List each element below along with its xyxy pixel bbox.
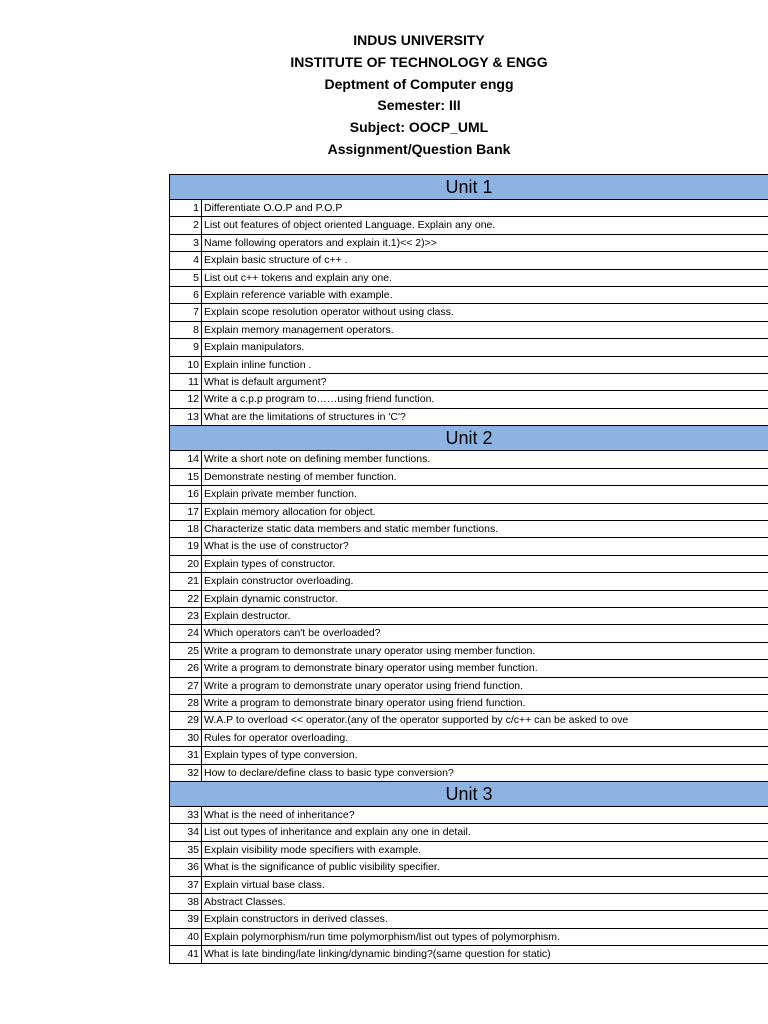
question-number: 25 bbox=[170, 642, 202, 659]
question-number: 6 bbox=[170, 287, 202, 304]
question-text: Rules for operator overloading. bbox=[202, 729, 768, 746]
question-text: Explain scope resolution operator without using class. bbox=[202, 304, 768, 321]
question-number: 18 bbox=[170, 520, 202, 537]
question-number: 5 bbox=[170, 269, 202, 286]
unit-header-row bbox=[170, 426, 768, 451]
question-text: What is late binding/late linking/dynamic binding?(same question for static) bbox=[202, 946, 768, 963]
question-number: 33 bbox=[170, 807, 202, 824]
question-text: Explain memory allocation for object. bbox=[202, 503, 768, 520]
question-text: How to declare/define class to basic type conversion? bbox=[202, 764, 768, 781]
question-row bbox=[170, 486, 768, 503]
question-text: Write a program to demonstrate unary operator using member function. bbox=[202, 642, 768, 659]
question-text: Explain virtual base class. bbox=[202, 876, 768, 893]
question-text: Explain manipulators. bbox=[202, 339, 768, 356]
question-number: 4 bbox=[170, 252, 202, 269]
question-row bbox=[170, 252, 768, 269]
question-text: Abstract Classes. bbox=[202, 894, 768, 911]
question-text: Name following operators and explain it.1)<< 2)>> bbox=[202, 234, 768, 251]
question-row bbox=[170, 946, 768, 963]
question-number: 15 bbox=[170, 468, 202, 485]
question-row bbox=[170, 660, 768, 677]
document-title: Assignment/Question Bank bbox=[327, 140, 511, 157]
question-row bbox=[170, 356, 768, 373]
question-row bbox=[170, 928, 768, 945]
question-text: Which operators can't be overloaded? bbox=[202, 625, 768, 642]
question-text: Explain types of type conversion. bbox=[202, 747, 768, 764]
unit-title: Unit 2 bbox=[170, 426, 768, 451]
question-number: 8 bbox=[170, 321, 202, 338]
question-text: Differentiate O.O.P and P.O.P bbox=[202, 200, 768, 217]
question-row bbox=[170, 520, 768, 537]
question-row bbox=[170, 339, 768, 356]
question-row bbox=[170, 503, 768, 520]
question-number: 32 bbox=[170, 764, 202, 781]
question-number: 37 bbox=[170, 876, 202, 893]
question-row bbox=[170, 894, 768, 911]
unit-header-row bbox=[170, 782, 768, 807]
question-number: 38 bbox=[170, 894, 202, 911]
question-number: 28 bbox=[170, 694, 202, 711]
question-row bbox=[170, 694, 768, 711]
question-row bbox=[170, 625, 768, 642]
question-number: 41 bbox=[170, 946, 202, 963]
question-text: Explain types of constructor. bbox=[202, 555, 768, 572]
question-number: 39 bbox=[170, 911, 202, 928]
question-number: 30 bbox=[170, 729, 202, 746]
question-number: 35 bbox=[170, 841, 202, 858]
question-number: 12 bbox=[170, 391, 202, 408]
question-number: 26 bbox=[170, 660, 202, 677]
question-number: 24 bbox=[170, 625, 202, 642]
question-row bbox=[170, 234, 768, 251]
question-number: 13 bbox=[170, 408, 202, 425]
question-row bbox=[170, 374, 768, 391]
question-text: List out types of inheritance and explain any one in detail. bbox=[202, 824, 768, 841]
semester-label: Semester: III bbox=[377, 97, 461, 114]
unit-title: Unit 3 bbox=[170, 782, 768, 807]
question-number: 34 bbox=[170, 824, 202, 841]
question-row bbox=[170, 607, 768, 624]
question-row bbox=[170, 824, 768, 841]
university-name: INDUS UNIVERSITY bbox=[353, 32, 485, 48]
question-number: 3 bbox=[170, 234, 202, 251]
question-text: W.A.P to overload << operator.(any of the operator supported by c/c++ can be asked to ove bbox=[202, 712, 768, 729]
question-number: 10 bbox=[170, 356, 202, 373]
question-number: 21 bbox=[170, 573, 202, 590]
question-text: Explain memory management operators. bbox=[202, 321, 768, 338]
question-row bbox=[170, 876, 768, 893]
question-text: Characterize static data members and static member functions. bbox=[202, 520, 768, 537]
question-row bbox=[170, 269, 768, 286]
question-row bbox=[170, 538, 768, 555]
question-row bbox=[170, 451, 768, 468]
question-text: Explain dynamic constructor. bbox=[202, 590, 768, 607]
question-number: 19 bbox=[170, 538, 202, 555]
department-name: Deptment of Computer engg bbox=[324, 75, 514, 92]
question-number: 29 bbox=[170, 712, 202, 729]
question-text: Write a program to demonstrate binary operator using member function. bbox=[202, 660, 768, 677]
institute-name: INSTITUTE OF TECHNOLOGY & ENGG bbox=[290, 53, 548, 70]
question-row bbox=[170, 200, 768, 217]
unit-header-row bbox=[170, 175, 768, 200]
question-row bbox=[170, 555, 768, 572]
question-number: 23 bbox=[170, 607, 202, 624]
question-table bbox=[169, 174, 768, 964]
question-number: 40 bbox=[170, 928, 202, 945]
question-text: Explain private member function. bbox=[202, 486, 768, 503]
question-number: 2 bbox=[170, 217, 202, 234]
question-number: 31 bbox=[170, 747, 202, 764]
question-row bbox=[170, 321, 768, 338]
question-text: Explain visibility mode specifiers with example. bbox=[202, 841, 768, 858]
question-row bbox=[170, 911, 768, 928]
question-text: Write a program to demonstrate binary operator using friend function. bbox=[202, 694, 768, 711]
question-text: Write a program to demonstrate unary operator using friend function. bbox=[202, 677, 768, 694]
question-text: Explain destructor. bbox=[202, 607, 768, 624]
question-text: Explain basic structure of c++ . bbox=[202, 252, 768, 269]
question-row bbox=[170, 468, 768, 485]
document-header bbox=[0, 30, 768, 161]
question-text: Demonstrate nesting of member function. bbox=[202, 468, 768, 485]
question-text: What is the need of inheritance? bbox=[202, 807, 768, 824]
question-number: 9 bbox=[170, 339, 202, 356]
question-row bbox=[170, 408, 768, 425]
question-number: 17 bbox=[170, 503, 202, 520]
question-text: Explain reference variable with example. bbox=[202, 287, 768, 304]
question-text: Explain inline function . bbox=[202, 356, 768, 373]
question-row bbox=[170, 677, 768, 694]
question-number: 20 bbox=[170, 555, 202, 572]
question-text: Explain constructors in derived classes. bbox=[202, 911, 768, 928]
question-text: Write a short note on defining member functions. bbox=[202, 451, 768, 468]
subject-label: Subject: OOCP_UML bbox=[349, 119, 489, 136]
question-number: 36 bbox=[170, 859, 202, 876]
question-row bbox=[170, 859, 768, 876]
question-text: Explain polymorphism/run time polymorphism/list out types of polymorphism. bbox=[202, 928, 768, 945]
question-number: 7 bbox=[170, 304, 202, 321]
question-text: Write a c.p.p program to……using friend function. bbox=[202, 391, 768, 408]
question-number: 14 bbox=[170, 451, 202, 468]
question-row bbox=[170, 841, 768, 858]
question-row bbox=[170, 573, 768, 590]
question-text: What is the significance of public visibility specifier. bbox=[202, 859, 768, 876]
question-row bbox=[170, 217, 768, 234]
unit-title: Unit 1 bbox=[170, 175, 768, 200]
question-row bbox=[170, 590, 768, 607]
question-row bbox=[170, 712, 768, 729]
question-text: What is default argument? bbox=[202, 374, 768, 391]
question-row bbox=[170, 747, 768, 764]
question-row bbox=[170, 304, 768, 321]
question-text: List out c++ tokens and explain any one. bbox=[202, 269, 768, 286]
question-text: List out features of object oriented Language. Explain any one. bbox=[202, 217, 768, 234]
question-row bbox=[170, 807, 768, 824]
question-number: 27 bbox=[170, 677, 202, 694]
question-row bbox=[170, 287, 768, 304]
question-number: 11 bbox=[170, 374, 202, 391]
question-text: Explain constructor overloading. bbox=[202, 573, 768, 590]
question-row bbox=[170, 729, 768, 746]
question-text: What are the limitations of structures in 'C'? bbox=[202, 408, 768, 425]
question-row bbox=[170, 764, 768, 781]
question-row bbox=[170, 642, 768, 659]
question-number: 16 bbox=[170, 486, 202, 503]
question-number: 22 bbox=[170, 590, 202, 607]
question-number: 1 bbox=[170, 200, 202, 217]
question-text: What is the use of constructor? bbox=[202, 538, 768, 555]
question-row bbox=[170, 391, 768, 408]
